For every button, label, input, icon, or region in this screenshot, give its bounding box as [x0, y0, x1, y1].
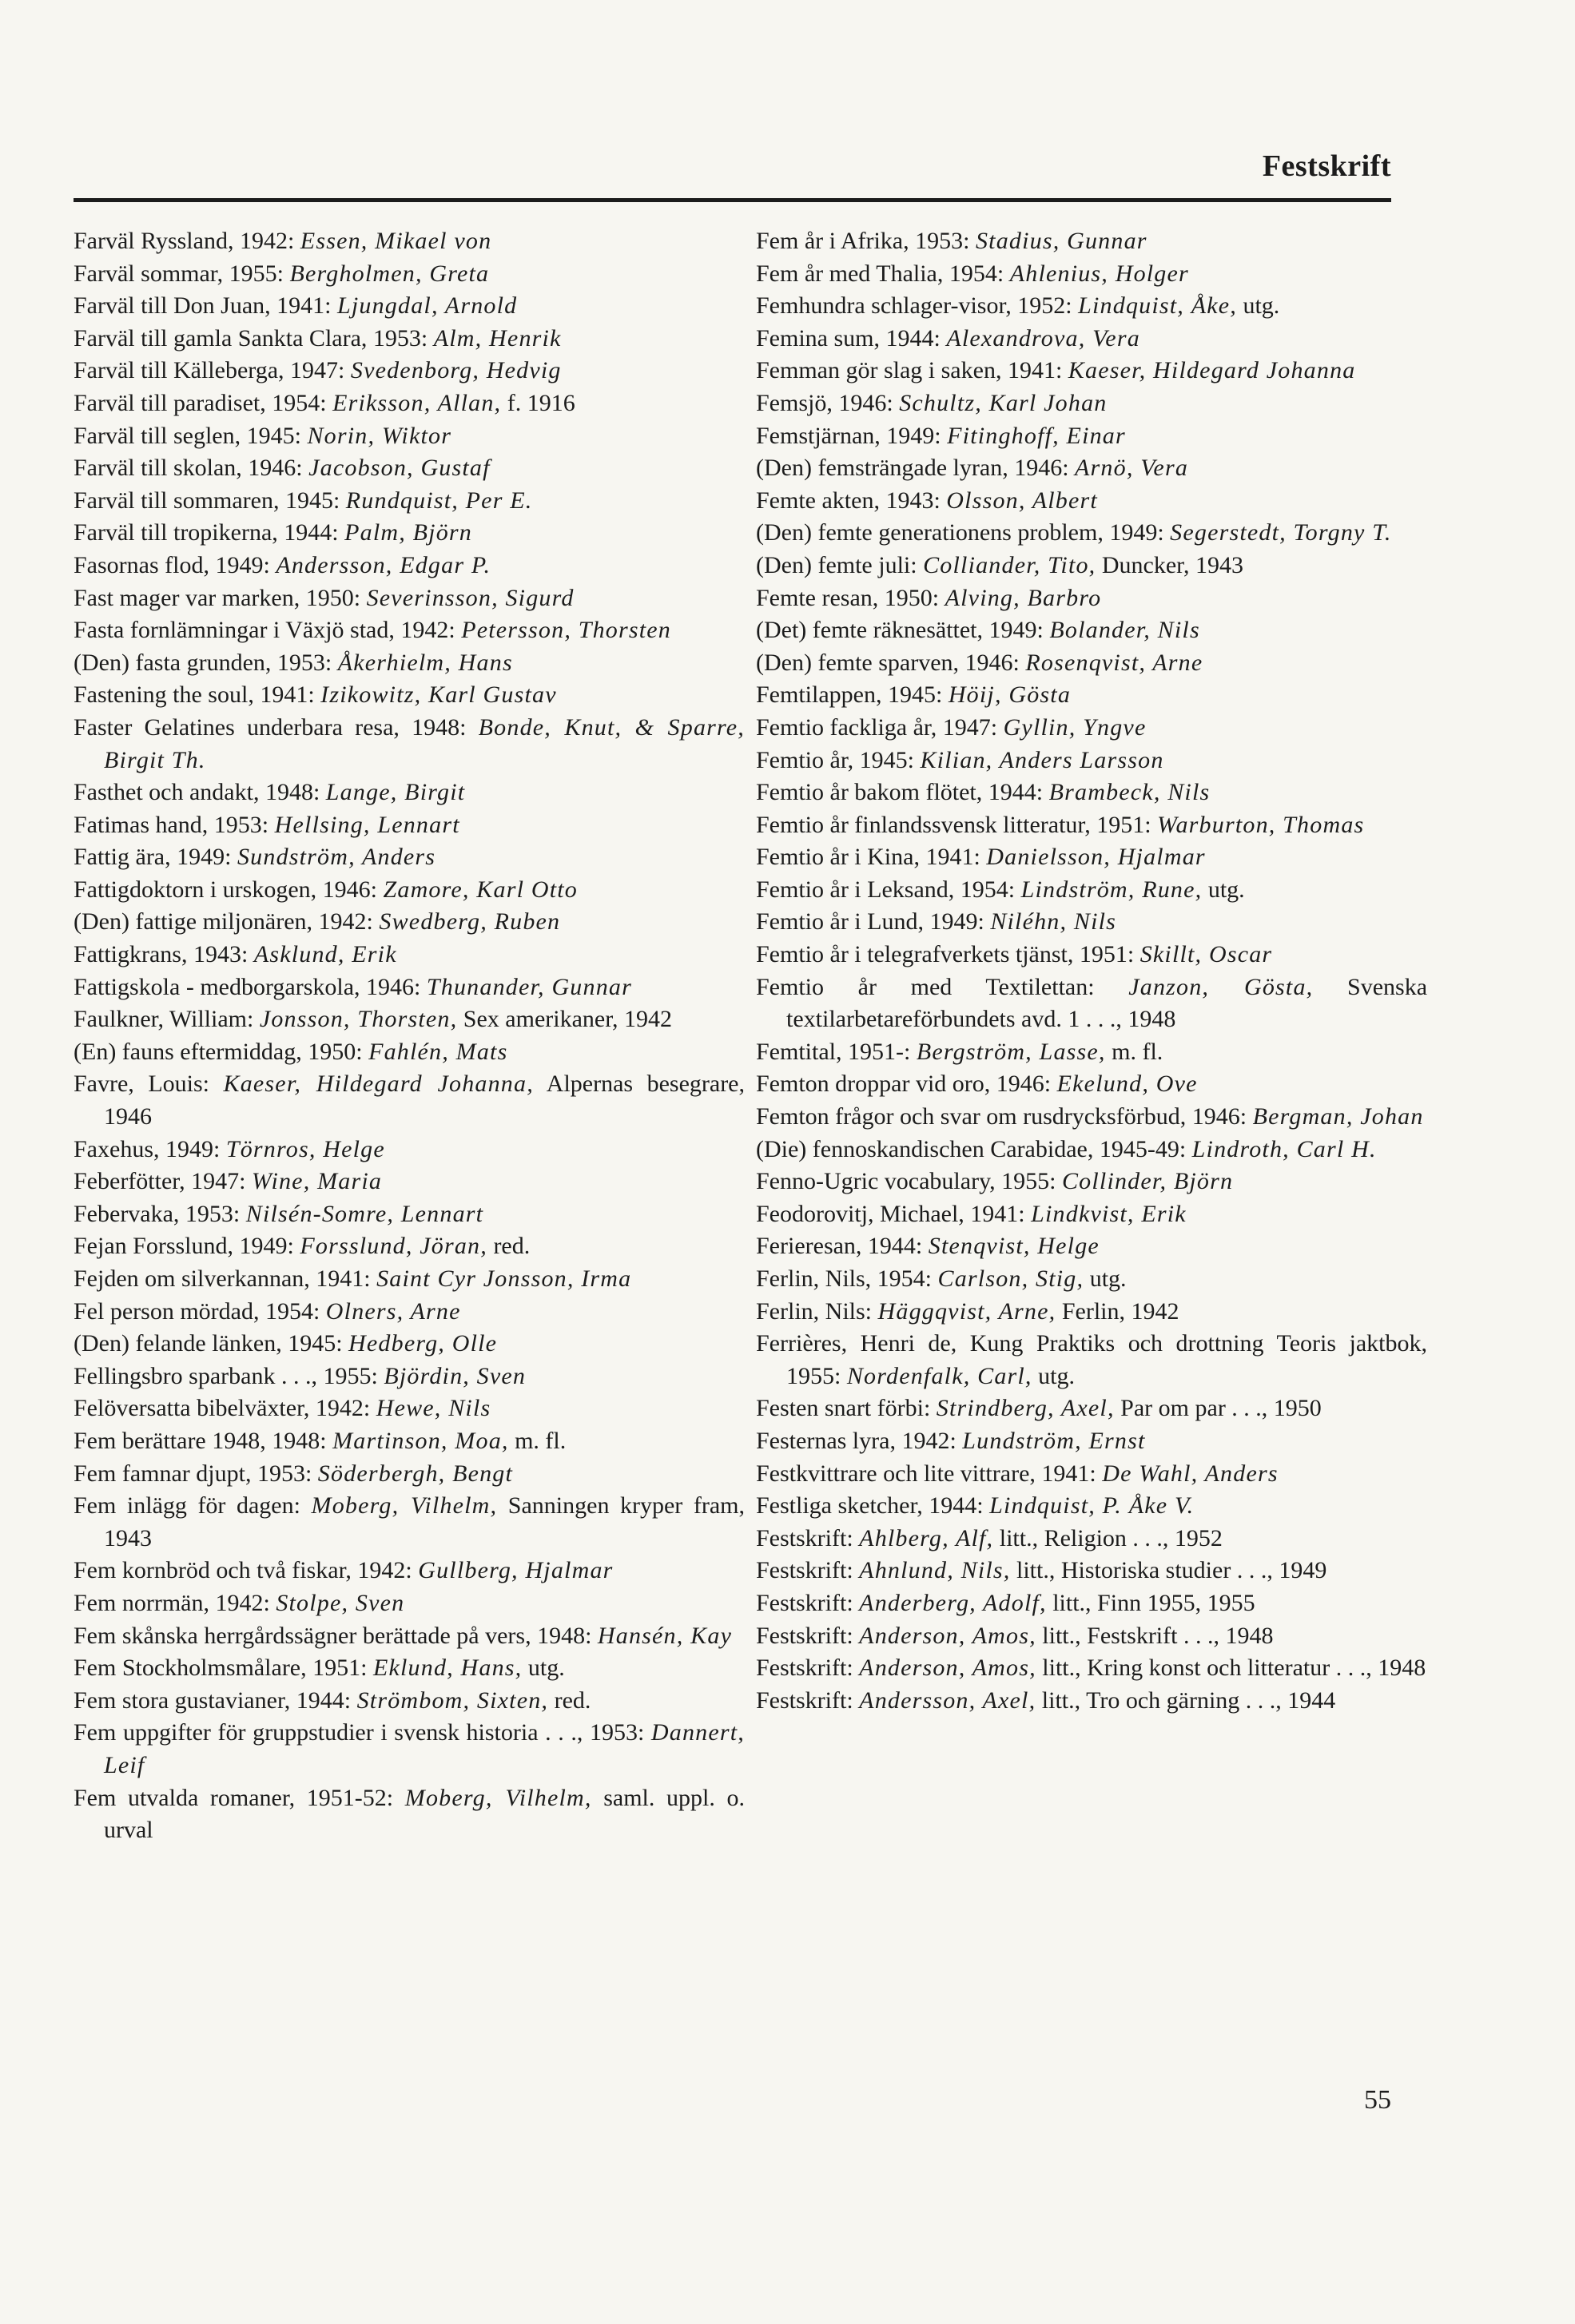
entry-title: Festskrift:: [756, 1655, 860, 1682]
entry-author: Lange, Birgit: [325, 779, 466, 806]
entry-title: Femton droppar vid oro, 1946:: [756, 1071, 1057, 1098]
entry-author: Jonsson, Thorsten,: [259, 1006, 458, 1033]
index-entry: [74, 517, 745, 550]
entry-title: Festskrift:: [756, 1557, 860, 1584]
entry-title: Festskrift:: [756, 1622, 860, 1649]
entry-author: Severinsson, Sigurd: [366, 584, 575, 611]
entry-title: (Det) femte räknesättet, 1949:: [756, 617, 1050, 644]
index-entry: [756, 1230, 1427, 1263]
entry-title: Fasta fornlämningar i Växjö stad, 1942:: [74, 617, 462, 644]
entry-author: Söderbergh, Bengt: [317, 1460, 514, 1487]
index-entry: [756, 420, 1427, 453]
entry-author: Moberg, Vilhelm,: [311, 1492, 498, 1520]
entry-title: Festskrift:: [756, 1589, 860, 1616]
entry-author: Stolpe, Sven: [276, 1589, 405, 1616]
index-entry: [74, 1134, 745, 1166]
entry-note: Ferlin, 1942: [1056, 1297, 1179, 1325]
entry-author: Thunander, Gunnar: [426, 973, 632, 1000]
entry-note: utg.: [1236, 292, 1280, 320]
entry-author: Hedberg, Olle: [348, 1330, 498, 1357]
entry-note: m. fl.: [508, 1427, 567, 1454]
entry-note: red.: [548, 1686, 591, 1714]
entry-title: Femtio år i Kina, 1941:: [756, 844, 987, 871]
entry-note: Svenska textilarbetareförbundets avd. 1 . . ., 1948: [786, 973, 1428, 1033]
entry-author: Saint Cyr Jonsson, Irma: [376, 1265, 632, 1292]
entry-author: Schultz, Karl Johan: [899, 389, 1108, 416]
header-rule: [74, 198, 1391, 202]
entry-title: Femton frågor och svar om rusdrycksförbud, 1946:: [756, 1103, 1253, 1130]
index-entry: [756, 1458, 1427, 1491]
index-entry: [74, 420, 745, 453]
index-entry: [756, 225, 1427, 258]
entry-title: Femsjö, 1946:: [756, 389, 900, 416]
entry-note: Duncker, 1943: [1096, 551, 1243, 578]
entry-author: Palm, Björn: [344, 519, 472, 546]
entry-title: Fenno-Ugric vocabulary, 1955:: [756, 1168, 1062, 1195]
page-header-title: Festskrift: [1262, 149, 1391, 183]
entry-note: utg.: [522, 1655, 565, 1682]
entry-author: Lindquist, P. Åke V.: [989, 1492, 1195, 1520]
entry-title: Fattigdoktorn i urskogen, 1946:: [74, 876, 384, 903]
index-entry: [756, 1134, 1427, 1166]
index-entry: [756, 1652, 1427, 1685]
index-entry: [756, 745, 1427, 777]
index-entry: [74, 1068, 745, 1133]
entry-author: Dannert, Leif: [104, 1719, 745, 1778]
index-entry: [74, 1587, 745, 1620]
entry-title: Fastening the soul, 1941:: [74, 681, 321, 709]
entry-title: Faulkner, William:: [74, 1006, 260, 1033]
entry-author: Sundström, Anders: [237, 844, 436, 871]
index-entry: [756, 874, 1427, 907]
right-column: [756, 225, 1427, 1717]
entry-author: Bolander, Nils: [1049, 617, 1200, 644]
entry-author: Izikowitz, Karl Gustav: [320, 681, 557, 709]
index-entry: [74, 1458, 745, 1491]
entry-author: Nilsén-Somre, Lennart: [245, 1200, 484, 1227]
entry-author: Bonde, Knut, & Sparre, Birgit Th.: [104, 713, 745, 773]
entry-author: Kilian, Anders Larsson: [920, 746, 1164, 773]
entry-author: Ahlenius, Holger: [1009, 260, 1189, 287]
index-entry: [756, 1068, 1427, 1101]
index-entry: [74, 1328, 745, 1361]
entry-title: Festen snart förbi:: [756, 1395, 937, 1422]
index-entry: [756, 1328, 1427, 1392]
entry-author: Segerstedt, Torgny T.: [1170, 519, 1392, 546]
entry-author: Moberg, Vilhelm,: [404, 1784, 592, 1811]
entry-title: Farväl till Don Juan, 1941:: [74, 292, 337, 320]
entry-author: Janzon, Gösta,: [1128, 973, 1314, 1000]
entry-author: Rundquist, Per E.: [345, 487, 533, 514]
index-entry: [756, 1263, 1427, 1296]
entry-title: Fejan Forsslund, 1949:: [74, 1233, 300, 1260]
entry-author: Olsson, Albert: [946, 487, 1098, 514]
index-entry: [74, 387, 745, 420]
entry-author: Lindquist, Åke,: [1078, 292, 1237, 320]
entry-title: Festskrift:: [756, 1524, 860, 1551]
index-entry: [756, 355, 1427, 387]
entry-title: Femtio år i Lund, 1949:: [756, 908, 991, 936]
index-entry: [74, 1685, 745, 1718]
entry-title: Fem inlägg för dagen:: [74, 1492, 312, 1520]
entry-title: Fem stora gustavianer, 1944:: [74, 1686, 357, 1714]
index-entry: [74, 841, 745, 874]
entry-author: Nordenfalk, Carl,: [846, 1362, 1032, 1389]
entry-author: Jacobson, Gustaf: [308, 455, 491, 482]
entry-title: Ferrières, Henri de, Kung Praktiks och drottning Teoris jaktbok, 1955:: [756, 1330, 1427, 1389]
entry-note: litt., Kring konst och litteratur . . ., 1948: [1036, 1655, 1426, 1682]
entry-author: Hewe, Nils: [376, 1395, 491, 1422]
entry-author: Bergström, Lasse,: [916, 1038, 1106, 1065]
entry-title: (Den) femte sparven, 1946:: [756, 649, 1026, 676]
entry-author: De Wahl, Anders: [1102, 1460, 1279, 1487]
entry-title: Feodorovitj, Michael, 1941:: [756, 1200, 1032, 1227]
index-entry: [756, 647, 1427, 680]
entry-author: Danielsson, Hjalmar: [986, 844, 1206, 871]
index-entry: [74, 258, 745, 291]
index-entry: [74, 1036, 745, 1069]
entry-title: Faxehus, 1949:: [74, 1135, 226, 1162]
entry-author: Alexandrova, Vera: [946, 324, 1140, 352]
entry-author: Anderberg, Adolf,: [859, 1589, 1047, 1616]
entry-author: Andersson, Axel,: [859, 1686, 1036, 1714]
entry-title: Farväl till sommaren, 1945:: [74, 487, 346, 514]
entry-author: Ahlberg, Alf,: [859, 1524, 994, 1551]
entry-author: Åkerhielm, Hans: [337, 649, 513, 676]
entry-author: Warburton, Thomas: [1157, 811, 1365, 838]
index-entry: [756, 1392, 1427, 1425]
entry-title: Fem år i Afrika, 1953:: [756, 228, 976, 254]
entry-author: Eriksson, Allan,: [332, 389, 502, 416]
entry-author: Hellsing, Lennart: [274, 811, 460, 838]
entry-note: Alpernas besegrare, 1946: [104, 1071, 745, 1130]
entry-title: Femman gör slag i saken, 1941:: [756, 357, 1068, 384]
index-entry: [74, 614, 745, 647]
entry-author: Hansén, Kay: [597, 1622, 733, 1649]
entry-title: Fem norrmän, 1942:: [74, 1589, 276, 1616]
entry-author: Fahlén, Mats: [368, 1038, 508, 1065]
entry-title: Femtio år bakom flötet, 1944:: [756, 779, 1049, 806]
entry-title: Femtio år, 1945:: [756, 746, 921, 773]
entry-title: Fellingsbro sparbank . . ., 1955:: [74, 1362, 384, 1389]
index-entry: [74, 1490, 745, 1555]
index-entry: [756, 323, 1427, 356]
entry-title: Fem år med Thalia, 1954:: [756, 260, 1010, 287]
index-entry: [756, 777, 1427, 809]
entry-note: litt., Tro och gärning . . ., 1944: [1036, 1686, 1336, 1714]
index-entry: [74, 582, 745, 615]
index-entry: [74, 777, 745, 809]
entry-note: Sanningen kryper fram, 1943: [104, 1492, 745, 1551]
entry-title: Feberfötter, 1947:: [74, 1168, 252, 1195]
entry-author: Stenqvist, Helge: [928, 1233, 1100, 1260]
entry-author: Höij, Gösta: [948, 681, 1072, 709]
entry-author: Brambeck, Nils: [1048, 779, 1211, 806]
index-entry: [74, 809, 745, 842]
index-entry: [74, 1620, 745, 1653]
index-entry: [74, 1263, 745, 1296]
index-entry: [74, 1230, 745, 1263]
index-entry: [756, 1685, 1427, 1718]
index-entry: [756, 517, 1427, 550]
entry-title: Ferieresan, 1944:: [756, 1233, 929, 1260]
entry-title: Fem famnar djupt, 1953:: [74, 1460, 318, 1487]
index-entry: [74, 1782, 745, 1847]
entry-author: Martinson, Moa,: [332, 1427, 509, 1454]
entry-author: Lundström, Ernst: [962, 1427, 1146, 1454]
entry-author: Lindroth, Carl H.: [1191, 1135, 1377, 1162]
index-entry: [74, 874, 745, 907]
index-entry: [756, 387, 1427, 420]
entry-title: Ferlin, Nils:: [756, 1297, 878, 1325]
entry-title: Femhundra schlager-visor, 1952:: [756, 292, 1079, 320]
entry-title: Ferlin, Nils, 1954:: [756, 1265, 938, 1292]
entry-title: Farväl sommar, 1955:: [74, 260, 290, 287]
index-entry: [74, 1198, 745, 1231]
index-entry: [756, 485, 1427, 518]
entry-author: Skillt, Oscar: [1139, 941, 1273, 968]
entry-author: Svedenborg, Hedvig: [350, 357, 562, 384]
entry-title: (Die) fennoskandischen Carabidae, 1945-49:: [756, 1135, 1192, 1162]
entry-title: (En) fauns eftermiddag, 1950:: [74, 1038, 369, 1065]
entry-title: (Den) femte generationens problem, 1949:: [756, 519, 1171, 546]
entry-author: Niléhn, Nils: [990, 908, 1117, 936]
index-entry: [756, 258, 1427, 291]
index-entry: [756, 1555, 1427, 1587]
entry-title: Festskrift:: [756, 1686, 860, 1714]
index-entry: [756, 614, 1427, 647]
entry-author: Rosenqvist, Arne: [1025, 649, 1203, 676]
index-entry: [74, 1652, 745, 1685]
index-entry: [756, 452, 1427, 485]
index-entry: [74, 1717, 745, 1782]
entry-title: Femstjärnan, 1949:: [756, 422, 948, 449]
entry-author: Ahnlund, Nils,: [859, 1557, 1011, 1584]
index-entry: [74, 971, 745, 1004]
entry-author: Törnros, Helge: [225, 1135, 385, 1162]
entry-title: Femtilappen, 1945:: [756, 681, 949, 709]
entry-title: Farväl till paradiset, 1954:: [74, 389, 333, 416]
entry-title: Fasthet och andakt, 1948:: [74, 779, 326, 806]
entry-note: litt., Religion . . ., 1952: [993, 1524, 1223, 1551]
entry-title: Fattig ära, 1949:: [74, 844, 237, 871]
entry-title: Fel person mördad, 1954:: [74, 1297, 326, 1325]
entry-title: Fem utvalda romaner, 1951-52:: [74, 1784, 405, 1811]
index-entry: [756, 1166, 1427, 1198]
index-entry: [756, 712, 1427, 745]
entry-title: Femtio år i Leksand, 1954:: [756, 876, 1021, 903]
entry-note: Par om par . . ., 1950: [1114, 1395, 1322, 1422]
entry-note: litt., Finn 1955, 1955: [1046, 1589, 1255, 1616]
entry-author: Swedberg, Ruben: [379, 908, 561, 936]
entry-title: (Den) felande länken, 1945:: [74, 1330, 349, 1357]
index-entry: [756, 809, 1427, 842]
index-entry: [756, 290, 1427, 323]
entry-author: Carlson, Stig,: [937, 1265, 1084, 1292]
entry-author: Anderson, Amos,: [859, 1622, 1036, 1649]
index-entry: [74, 1003, 745, 1036]
entry-title: Farväl till seglen, 1945:: [74, 422, 308, 449]
entry-author: Zamore, Karl Otto: [383, 876, 578, 903]
entry-author: Stadius, Gunnar: [975, 228, 1147, 254]
index-entry: [756, 971, 1427, 1036]
entry-author: Fitinghoff, Einar: [947, 422, 1126, 449]
entry-author: Häggqvist, Arne,: [877, 1297, 1056, 1325]
index-entry: [74, 225, 745, 258]
entry-author: Ekelund, Ove: [1056, 1071, 1198, 1098]
entry-title: (Den) femte juli:: [756, 551, 924, 578]
page-number: 55: [1364, 2085, 1391, 2115]
index-entry: [756, 1198, 1427, 1231]
entry-title: Farväl till skolan, 1946:: [74, 455, 309, 482]
entry-title: Femtio år i telegrafverkets tjänst, 1951:: [756, 941, 1140, 968]
entry-author: Bergholmen, Greta: [289, 260, 490, 287]
index-entry: [756, 1620, 1427, 1653]
index-entry: [74, 485, 745, 518]
entry-title: Fejden om silverkannan, 1941:: [74, 1265, 377, 1292]
entry-note: utg.: [1084, 1265, 1127, 1292]
index-entry: [756, 1036, 1427, 1069]
entry-title: Farväl till gamla Sankta Clara, 1953:: [74, 324, 434, 352]
entry-title: Femtio fackliga år, 1947:: [756, 713, 1004, 741]
entry-author: Arnö, Vera: [1075, 455, 1189, 482]
index-entry: [74, 1425, 745, 1458]
entry-author: Collinder, Björn: [1061, 1168, 1234, 1195]
entry-note: m. fl.: [1105, 1038, 1163, 1065]
entry-title: Femte akten, 1943:: [756, 487, 947, 514]
entry-author: Gyllin, Yngve: [1003, 713, 1147, 741]
entry-title: Femtio år med Textilettan:: [756, 973, 1129, 1000]
entry-author: Ljungdal, Arnold: [336, 292, 518, 320]
entry-author: Essen, Mikael von: [300, 228, 492, 254]
index-entry: [74, 712, 745, 777]
entry-author: Gullberg, Hjalmar: [418, 1557, 614, 1584]
index-entry: [74, 647, 745, 680]
entry-title: Fem skånska herrgårdssägner berättade på vers, 1948:: [74, 1622, 598, 1649]
entry-author: Alving, Barbro: [945, 584, 1102, 611]
entry-title: (Den) femsträngade lyran, 1946:: [756, 455, 1076, 482]
index-entry: [756, 1587, 1427, 1620]
entry-title: Favre, Louis:: [74, 1071, 224, 1098]
entry-author: Strömbom, Sixten,: [356, 1686, 549, 1714]
entry-title: Femtio år finlandssvensk litteratur, 1951:: [756, 811, 1158, 838]
entry-note: litt., Historiska studier . . ., 1949: [1010, 1557, 1327, 1584]
entry-title: Fattigskola - medborgarskola, 1946:: [74, 973, 427, 1000]
index-entry: [74, 1555, 745, 1587]
index-entry: [74, 1296, 745, 1329]
entry-title: (Den) fattige miljonären, 1942:: [74, 908, 380, 936]
entry-title: Fem berättare 1948, 1948:: [74, 1427, 333, 1454]
entry-author: Colliander, Tito,: [923, 551, 1096, 578]
entry-title: Fatimas hand, 1953:: [74, 811, 275, 838]
entry-title: Femte resan, 1950:: [756, 584, 945, 611]
index-entry: [74, 452, 745, 485]
entry-title: Femtital, 1951-:: [756, 1038, 917, 1065]
index-entry: [756, 679, 1427, 712]
entry-title: (Den) fasta grunden, 1953:: [74, 649, 338, 676]
entry-title: Felöversatta bibelväxter, 1942:: [74, 1395, 376, 1422]
entry-author: Norin, Wiktor: [307, 422, 452, 449]
entry-title: Fattigkrans, 1943:: [74, 941, 254, 968]
entry-note: litt., Festskrift . . ., 1948: [1036, 1622, 1274, 1649]
index-entry: [756, 1523, 1427, 1555]
index-entry: [756, 841, 1427, 874]
index-entry: [74, 1166, 745, 1198]
index-entry: [756, 1101, 1427, 1134]
entry-note: utg.: [1202, 876, 1245, 903]
entry-author: Björdin, Sven: [384, 1362, 527, 1389]
entry-title: Fasornas flod, 1949:: [74, 551, 276, 578]
entry-author: Lindström, Rune,: [1020, 876, 1203, 903]
index-entry: [756, 550, 1427, 582]
entry-author: Andersson, Edgar P.: [276, 551, 491, 578]
entry-author: Olners, Arne: [325, 1297, 461, 1325]
entry-title: Farväl till tropikerna, 1944:: [74, 519, 345, 546]
index-entry: [756, 939, 1427, 971]
index-entry: [756, 1490, 1427, 1523]
entry-note: Sex amerikaner, 1942: [457, 1006, 673, 1033]
index-entry: [756, 582, 1427, 615]
index-entry: [756, 906, 1427, 939]
entry-author: Wine, Maria: [251, 1168, 383, 1195]
entry-note: saml. uppl. o. urval: [104, 1784, 745, 1844]
entry-author: Anderson, Amos,: [859, 1655, 1036, 1682]
entry-note: f. 1916: [501, 389, 575, 416]
entry-title: Fast mager var marken, 1950:: [74, 584, 367, 611]
entry-title: Femina sum, 1944:: [756, 324, 947, 352]
entry-note: red.: [487, 1233, 531, 1260]
index-entry: [74, 355, 745, 387]
index-entry: [74, 679, 745, 712]
entry-author: Lindkvist, Erik: [1031, 1200, 1187, 1227]
index-entry: [756, 1296, 1427, 1329]
index-entry: [756, 1425, 1427, 1458]
left-column: [74, 225, 745, 1847]
index-entry: [74, 550, 745, 582]
entry-title: Fem uppgifter för gruppstudier i svensk historia . . ., 1953:: [74, 1719, 651, 1746]
entry-title: Farväl Ryssland, 1942:: [74, 228, 300, 254]
entry-author: Strindberg, Axel,: [936, 1395, 1115, 1422]
index-entry: [74, 1392, 745, 1425]
index-entry: [74, 906, 745, 939]
entry-author: Bergman, Johan: [1252, 1103, 1424, 1130]
entry-author: Eklund, Hans,: [372, 1655, 523, 1682]
index-entry: [74, 323, 745, 356]
index-entry: [74, 1361, 745, 1393]
entry-author: Kaeser, Hildegard Johanna,: [223, 1071, 534, 1098]
index-entry: [74, 290, 745, 323]
entry-title: Faster Gelatines underbara resa, 1948:: [74, 713, 479, 741]
entry-author: Petersson, Thorsten: [461, 617, 672, 644]
entry-title: Festkvittrare och lite vittrare, 1941:: [756, 1460, 1103, 1487]
entry-title: Fem kornbröd och två fiskar, 1942:: [74, 1557, 419, 1584]
entry-title: Festernas lyra, 1942:: [756, 1427, 963, 1454]
entry-author: Alm, Henrik: [433, 324, 562, 352]
index-entry: [74, 939, 745, 971]
entry-note: utg.: [1032, 1362, 1075, 1389]
entry-title: Fem Stockholmsmålare, 1951:: [74, 1655, 373, 1682]
entry-title: Festliga sketcher, 1944:: [756, 1492, 990, 1520]
entry-title: Febervaka, 1953:: [74, 1200, 246, 1227]
entry-title: Farväl till Källeberga, 1947:: [74, 357, 351, 384]
entry-author: Kaeser, Hildegard Johanna: [1068, 357, 1356, 384]
entry-author: Asklund, Erik: [253, 941, 397, 968]
entry-author: Forsslund, Jöran,: [300, 1233, 487, 1260]
